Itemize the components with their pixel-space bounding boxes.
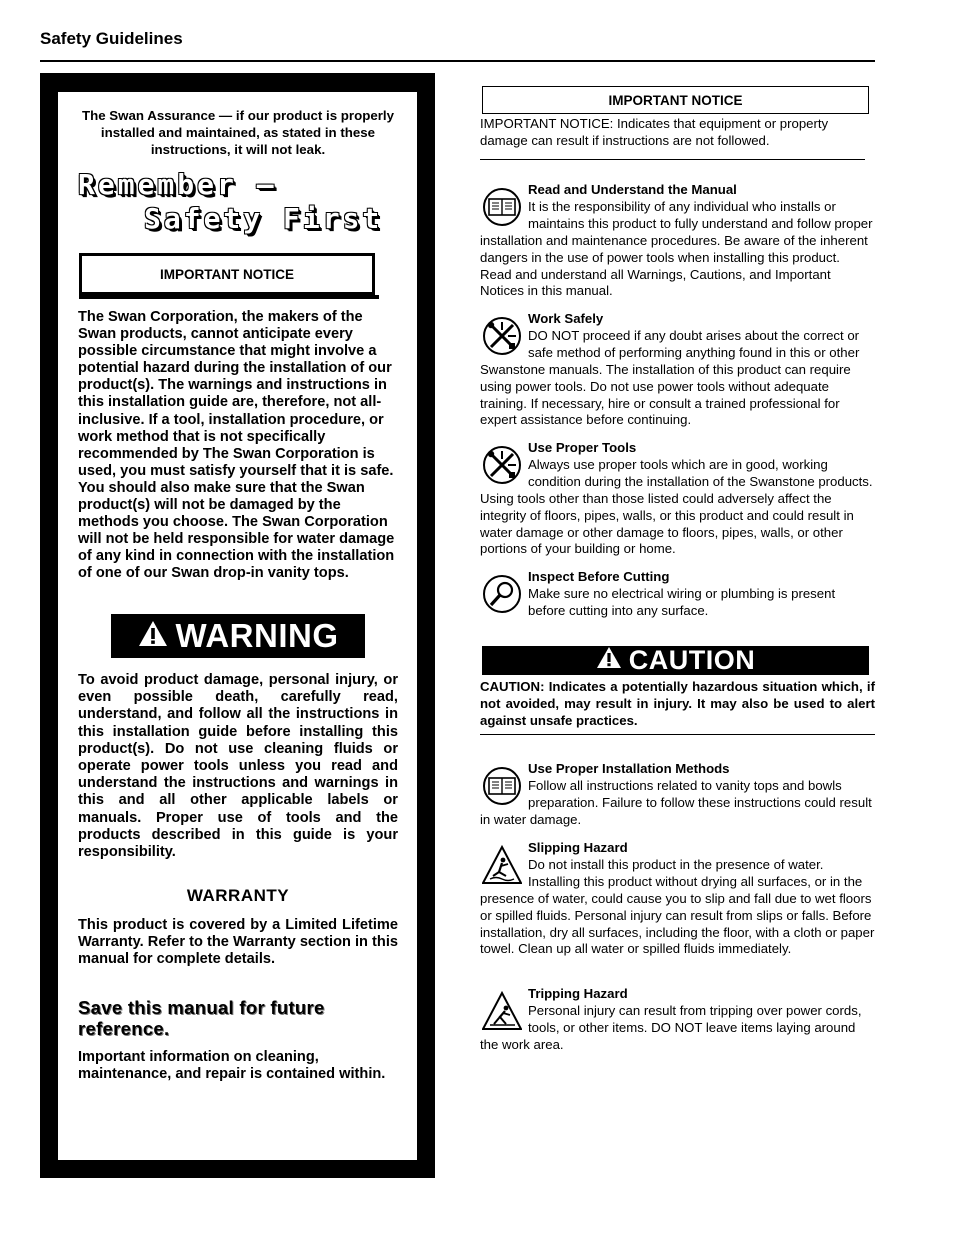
header-rule [40,60,875,62]
warning-paragraph: To avoid product damage, personal injury, or even possible death, carefully read, understand, and follow all the instructions in this installation guide before installing this product(s). Do not use cleaning fluids or operate power tools unless you read and understand the instructions and warnings in this and all other applicable labels or manuals. Proper use of tools and the products described in this guide is your responsibility. [78,672,398,861]
tools-icon [482,316,522,356]
trip-hazard-icon [482,991,522,1031]
section-installation-methods [480,761,875,829]
section-inspect-before-cutting [480,569,875,620]
section-work-safely [480,311,875,429]
remember-line-2: Safety First [144,202,383,235]
section-body: Do not install this product in the presence of water. Installing this product without drying all surfaces, or in the presence of water, could cause you to slip and fall due to wet floors or spilled fluids. Personal injury can result from slips or falls. Before installation, dry all surfaces, including the floor, with a cloth or paper towel. Clean up all water or spilled fluids immediately. [480,856,875,957]
section-use-proper-tools [480,440,875,558]
slip-hazard-icon [482,845,522,885]
caution-paragraph: CAUTION: Indicates a potentially hazardous situation which, if not avoided, may result in injury. It may also be used to alert against unsafe practices. [480,679,875,728]
warning-banner [111,614,365,658]
remember-safety-heading [78,168,382,236]
section-slipping-hazard [480,840,875,958]
divider-rule [480,159,865,160]
caution-triangle-icon [596,645,622,676]
section-title: Use Proper Tools [528,440,637,455]
important-notice-text: IMPORTANT NOTICE: Indicates that equipment or property damage can result if instructions are not followed. [480,116,829,148]
section-title: Tripping Hazard [528,986,628,1001]
caution-label: CAUTION [628,645,756,675]
warning-label: WARNING [175,617,339,654]
section-title: Read and Understand the Manual [528,182,737,197]
save-manual-paragraph: Important information on cleaning, maintenance, and repair is contained within. [78,1049,386,1083]
remember-line-1: Remember – [78,168,277,201]
section-title: Inspect Before Cutting [528,569,670,584]
divider-rule [480,734,875,735]
section-body: It is the responsibility of any individual who installs or maintains this product to fully understand and follow proper installation and maintenance procedures. Be aware of the inherent dangers in the use of power tools when installing this product. Read and understand all Warnings, Cautions, and Important Notices in this manual. [480,198,873,299]
important-notice-box-right [482,86,869,114]
section-title: Work Safely [528,311,604,326]
section-body: Follow all instructions related to vanity tops and bowls preparation. Failure to follow these instructions could result in water damage. [480,777,872,827]
section-body: Always use proper tools which are in good, working condition during the installation of the Swanstone products. Using tools other than those listed could adversely affect the integrity of floors, pipes, walls, or this product and could result in water damage or other damage to floors, pipes, walls, or other portions of your building or home. [480,456,873,557]
important-notice-label: IMPORTANT NOTICE [160,266,294,282]
section-body: DO NOT proceed if any doubt arises about the correct or safe method of performing anything found in this or other Swanstone manuals. The installation of this product can require using power tools. Do not use power tools without adequate training. If necessary, hire or consult a trained professional for expert assistance before continuing. [480,327,860,428]
manual-icon [482,766,522,806]
important-notice-label: IMPORTANT NOTICE [608,92,743,108]
manual-icon [482,187,522,227]
section-title: Use Proper Installation Methods [528,761,730,776]
warranty-title: WARRANTY [186,886,290,905]
important-notice-box-left [79,253,375,295]
page-header-title: Safety Guidelines [40,29,183,48]
swan-assurance-text: The Swan Assurance — if our product is properly installed and maintained, as stated in these instructions, it will not leak. [81,108,395,157]
tools-icon [482,445,522,485]
section-tripping-hazard [480,986,875,1054]
section-body: Personal injury can result from tripping over power cords, tools, or other items. DO NOT leave items laying around the work area. [480,1002,862,1052]
warranty-paragraph: This product is covered by a Limited Lifetime Warranty. Refer to the Warranty section in this manual for complete details. [78,917,398,968]
swan-disclaimer-paragraph: The Swan Corporation, the makers of the Swan products, cannot anticipate every possible circumstance that might involve a potential hazard during the installation of our product(s). The warnings and instructions in this installation guide are, therefore, not all-inclusive. If a tool, installation procedure, or work method that is not specifically recommended by The Swan Corporation is used, you must satisfy yourself that it is safe. You should also make sure that the Swan product(s) will not be damaged by the methods you choose. The Swan Corporation will not be held responsible for water damage of any kind in connection with the installation of one of our Swan drop-in vanity tops. [78,309,395,582]
magnifier-icon [482,574,522,614]
section-body: Make sure no electrical wiring or plumbing is present before cutting into any surface. [528,585,836,618]
save-manual-title: Save this manual for future reference. [78,997,325,1039]
caution-banner [482,646,869,675]
section-read-manual [480,182,875,300]
section-title: Slipping Hazard [528,840,628,855]
warning-triangle-icon [138,617,168,655]
